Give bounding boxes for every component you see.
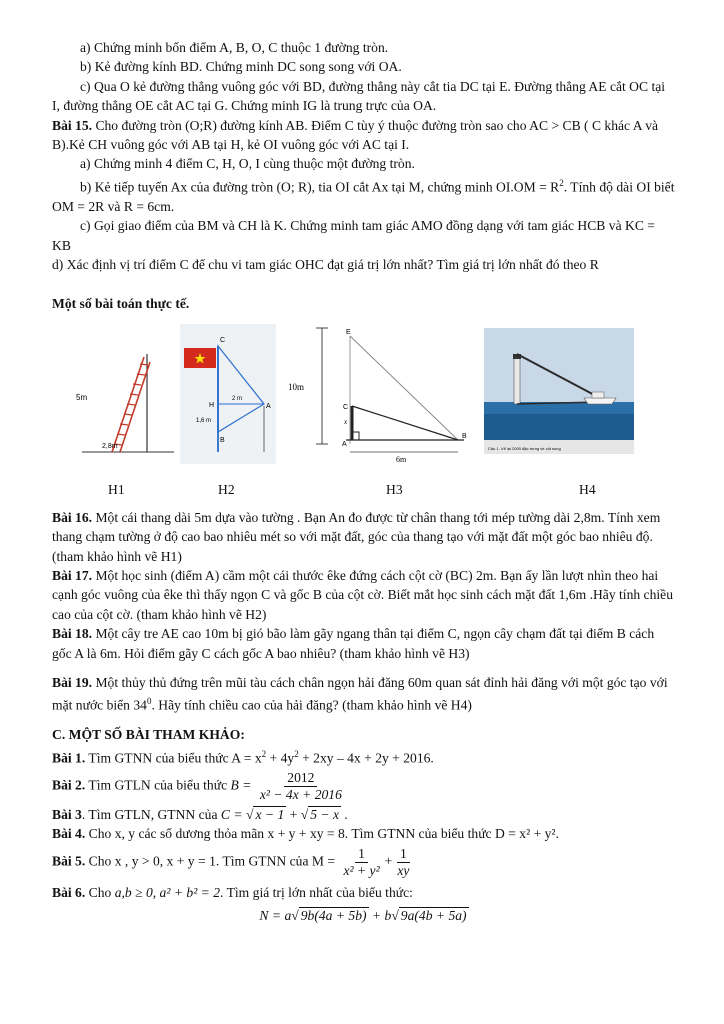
document-page <box>52 0 676 925</box>
practical-title: Một số bài toán thực tế. <box>52 296 190 312</box>
svg-text:E: E <box>346 328 351 336</box>
svg-text:2 m: 2 m <box>232 395 243 402</box>
ref-problem-5: Bài 5. Cho x , y > 0, x + y = 1. Tìm GTNN của M = $\frac{1}{\text{x² + y²}}$ + $\frac{1}{xy}$ <box>52 846 676 879</box>
figure-h1-ladder <box>72 352 182 462</box>
problem-19: Bài 19. Một thủy thủ đứng trên mũi tàu cách chân ngọn hải đăng 60m quan sát đỉnh hải đăng với một góc tạo với mặt nước biển $34^0$. Hãy tính chiều cao của hải đăng? (tham khảo hình vẽ H4) <box>52 675 668 713</box>
problem-15b: b) Kẻ tiếp tuyến Ax của đường tròn (O; R), tia OI cắt Ax tại M, chứng minh $OI.OM = R^2$. Tính độ dài OI biết OM = 2R và R = 6cm. <box>52 177 675 214</box>
figure-h2-flagpole <box>180 324 276 464</box>
svg-text:A: A <box>342 440 347 448</box>
figure-h3-tree <box>286 324 476 464</box>
figure-labels <box>52 482 676 502</box>
ref-problem-4: Bài 4. Cho x, y các số dương thỏa mãn x + y + xy = 8. Tìm GTNN của biểu thức D = x² + y². <box>52 826 559 842</box>
figure-h4-lighthouse <box>484 328 634 454</box>
line-1b: b) Kẻ đường kính BD. Chứng minh DC song song với OA. <box>80 59 402 75</box>
svg-text:B: B <box>462 432 467 440</box>
fraction-m1: $\frac{1}{\text{x² + y²}}$ <box>343 845 380 878</box>
problem-15-label: Bài 15. <box>52 117 93 133</box>
svg-text:1,6 m: 1,6 m <box>196 417 212 424</box>
fraction-b: $\frac{2012}{\text{x² − 4x + 2016}}$ <box>259 769 342 802</box>
svg-text:A: A <box>266 402 271 410</box>
line-1a: a) Chứng minh bốn điểm A, B, O, C thuộc 1 đường tròn. <box>80 40 389 55</box>
problem-15c: c) Gọi giao điểm của BM và CH là K. Chứng minh tam giác AMO đồng dạng với tam giác HCB và KC = KB <box>52 218 655 253</box>
fraction-m2: $\frac{1}{xy}$ <box>397 845 410 878</box>
line-1c: c) Qua O kẻ đường thẳng vuông góc với BD, đường thẳng này cắt tia DC tại E. Đường thẳng AE cắt OC tại I, đường thẳng OE cắt AC tại G. Chứng minh IG là trung trực của OA. <box>52 78 666 114</box>
label-h3: H3 <box>386 481 403 497</box>
svg-text:B: B <box>220 436 225 444</box>
ref-problem-6: Bài 6. Cho a,b ≥ 0, a² + b² = 2. Tìm giá trị lớn nhất của biểu thức: <box>52 884 413 900</box>
svg-text:5m: 5m <box>76 392 88 402</box>
figures-row <box>52 322 676 480</box>
svg-text:H: H <box>209 401 215 409</box>
ref-problem-2: Bài 2. Tìm GTLN của biểu thức B = $\frac{2012}{\text{x² − 4x + 2016}}$ <box>52 770 676 803</box>
problem-18: Bài 18. Một cây tre AE cao 10m bị gió bão làm gãy ngang thân tại điểm C, ngọn cây chạm đất tại điểm B cách gốc A là 6m. Hỏi điểm gãy C cách gốc A bao nhiêu? (tham khảo hình vẽ H3) <box>52 626 655 661</box>
svg-text:Câu 1. Vẽ lại 2000 đặc trưng v: Câu 1. Vẽ lại 2000 đặc trưng về cột sóng <box>488 445 561 451</box>
problem-15: Bài 15. Cho đường tròn (O;R) đường kính AB. Điểm C tùy ý thuộc đường tròn sao cho AC > CB ( C khác A và B).Kẻ CH vuông góc với AB tại H, kẻ OI vuông góc với AC tại I. <box>52 117 659 153</box>
svg-text:C: C <box>343 403 349 411</box>
problem-16: Bài 16. Một cái thang dài 5m dựa vào tường . Bạn An đo được từ chân thang tới mép tường dài 2,8m. Tính xem thang chạm tường ở độ cao bao nhiêu mét so với mặt đất, góc của thang tạo với mặt đất một góc bao nhiêu độ. (tham khảo hình vẽ H1) <box>52 509 661 564</box>
reference-title: C. MỘT SỐ BÀI THAM KHẢO: <box>52 727 245 743</box>
ref-problem-3: Bài 3. Tìm GTLN, GTNN của C = √ x − 1 + √ 5 − x . <box>52 806 348 822</box>
problem-15a: a) Chứng minh 4 điểm C, H, O, I cùng thuộc một đường tròn. <box>80 156 415 172</box>
ref-problem-6-expression: N = a√ 9b(4a + 5b) + b√ 9a(4b + 5a) <box>259 907 467 923</box>
svg-text:2,8m: 2,8m <box>102 442 118 450</box>
label-h1: H1 <box>108 481 125 497</box>
svg-text:10m: 10m <box>288 381 305 392</box>
problem-15d: d) Xác định vị trí điểm C để chu vi tam giác OHC đạt giá trị lớn nhất? Tìm giá trị lớn nhất đó theo R <box>52 257 599 272</box>
label-h2: H2 <box>218 481 235 497</box>
svg-text:C: C <box>220 336 226 344</box>
label-h4: H4 <box>579 481 596 497</box>
problem-17: Bài 17. Một học sinh (điểm A) cầm một cái thước êke đứng cách cột cờ (BC) 2m. Bạn ấy lần lượt nhìn theo hai cạnh góc vuông của êke thì thấy ngọn C và gốc B của cột cờ. Biết mắt học sinh cách mặt đất 1,6m .Hãy tính chiều cao của cột cờ. (tham khảo hình vẽ H2) <box>52 568 673 622</box>
ref-problem-1: Bài 1. Tìm GTNN của biểu thức $A = x^2 + 4y^2 + 2xy - 4x + 2y + 2016$. <box>52 748 434 766</box>
svg-text:x: x <box>344 417 348 426</box>
svg-text:6m: 6m <box>396 454 407 464</box>
